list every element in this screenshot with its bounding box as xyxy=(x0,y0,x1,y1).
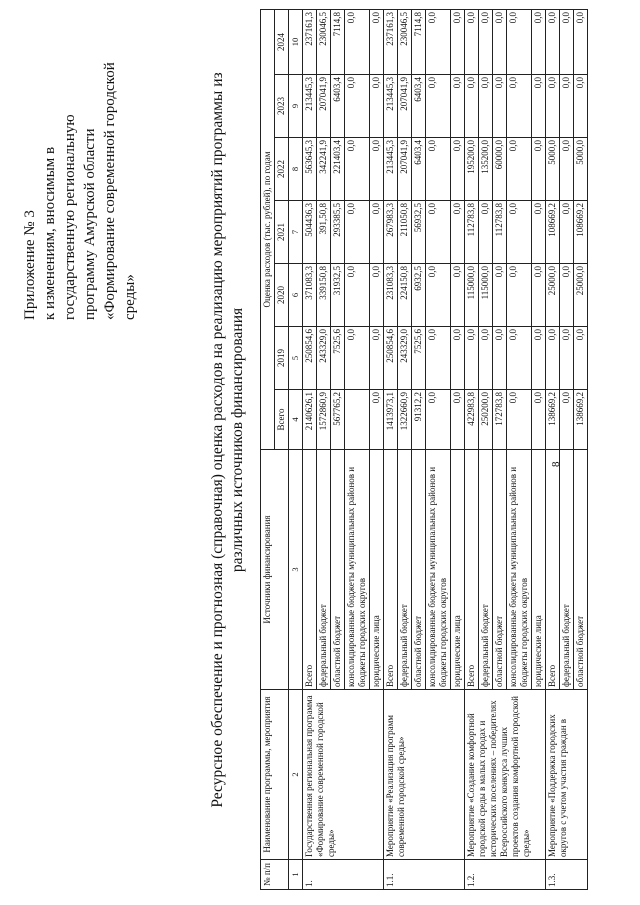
rotated-page xyxy=(20,5,620,895)
value-year: 237161,3 xyxy=(384,10,398,75)
value-year: 0,0 xyxy=(532,10,546,75)
value-year: 250854,6 xyxy=(303,327,317,390)
appendix-line: к изменениям, вносимым в xyxy=(42,146,58,320)
row-number: 1.1. xyxy=(384,860,465,890)
funding-source: консолидированные бюджеты муниципальных районов и бюджеты городских округов xyxy=(426,450,451,690)
value-year: 5000,0 xyxy=(546,138,560,201)
value-year: 237161,3 xyxy=(303,10,317,75)
value-year: 195200,0 xyxy=(465,138,479,201)
value-year: 7525,6 xyxy=(412,327,426,390)
funding-source: федеральный бюджет xyxy=(398,450,412,690)
row-number: 1.2. xyxy=(465,860,546,890)
column-index: 2 xyxy=(289,690,303,860)
value-year: 0,0 xyxy=(532,264,546,327)
column-index: 5 xyxy=(289,327,303,390)
value-total: 1572860,9 xyxy=(317,390,331,450)
header-year: 2021 xyxy=(275,201,289,264)
value-year: 0,0 xyxy=(426,327,451,390)
header-estimate: Оценка расходов (тыс. рублей), по годам xyxy=(261,10,275,450)
column-index: 6 xyxy=(289,264,303,327)
program-name: Мероприятие «Создание комфортной городской среды в малых городах и исторических поселениях – победителях Всероссийского конкурса лучших проектов создания комфортной городской среды» xyxy=(465,690,546,860)
value-year: 0,0 xyxy=(345,75,370,138)
value-year: 213445,3 xyxy=(303,75,317,138)
funding-source: консолидированные бюджеты муниципальных районов и бюджеты городских округов xyxy=(345,450,370,690)
value-year: 0,0 xyxy=(370,264,384,327)
value-total: 0,0 xyxy=(560,390,574,450)
value-year: 0,0 xyxy=(532,201,546,264)
value-year: 267983,3 xyxy=(384,201,398,264)
value-year: 0,0 xyxy=(451,10,465,75)
value-year: 0,0 xyxy=(546,327,560,390)
value-year: 0,0 xyxy=(451,201,465,264)
value-year: 0,0 xyxy=(479,10,493,75)
value-year: 230046,5 xyxy=(398,10,412,75)
value-total: 138669,2 xyxy=(574,390,588,450)
value-year: 0,0 xyxy=(507,327,532,390)
funding-source: областной бюджет xyxy=(412,450,426,690)
header-year: 2024 xyxy=(275,10,289,75)
value-year: 0,0 xyxy=(532,327,546,390)
value-year: 342241,9 xyxy=(317,138,331,201)
funding-source: областной бюджет xyxy=(331,450,345,690)
value-year: 115000,0 xyxy=(465,264,479,327)
value-year: 0,0 xyxy=(465,327,479,390)
value-year: 0,0 xyxy=(546,10,560,75)
value-year: 0,0 xyxy=(507,10,532,75)
value-year: 221403,4 xyxy=(331,138,345,201)
column-index: 10 xyxy=(289,10,303,75)
value-total: 91312,2 xyxy=(412,390,426,450)
funding-source: юридические лица xyxy=(370,450,384,690)
value-year: 0,0 xyxy=(345,10,370,75)
value-year: 0,0 xyxy=(465,75,479,138)
value-year: 135200,0 xyxy=(479,138,493,201)
value-total: 567765,2 xyxy=(331,390,345,450)
value-total: 2140626,1 xyxy=(303,390,317,450)
value-total xyxy=(345,390,370,450)
value-year: 207041,9 xyxy=(398,138,412,201)
value-year: 224150,8 xyxy=(398,264,412,327)
value-year: 0,0 xyxy=(479,327,493,390)
appendix-line: Приложение № 3 xyxy=(22,210,38,320)
header-year: 2020 xyxy=(275,264,289,327)
funding-source: федеральный бюджет xyxy=(317,450,331,690)
value-year: 0,0 xyxy=(560,264,574,327)
value-total: 0,0 xyxy=(532,390,546,450)
funding-source: консолидированные бюджеты муниципальных районов и бюджеты городских округов xyxy=(507,450,532,690)
column-index-row xyxy=(289,10,303,890)
value-year: 211050,8 xyxy=(398,201,412,264)
value-total: 250200,0 xyxy=(479,390,493,450)
table-row xyxy=(546,10,560,890)
value-year: 6403,4 xyxy=(412,75,426,138)
value-year: 243329,0 xyxy=(398,327,412,390)
appendix-line: программу Амурской области xyxy=(82,128,98,320)
value-year: 293385,5 xyxy=(331,201,345,264)
value-year: 0,0 xyxy=(426,10,451,75)
value-year: 0,0 xyxy=(370,201,384,264)
program-name: Мероприятие «Поддержка городских округов с учетом участия граждан в xyxy=(546,690,588,860)
column-index: 3 xyxy=(289,450,303,690)
value-year: 7114,8 xyxy=(331,10,345,75)
value-year: 0,0 xyxy=(574,75,588,138)
value-year: 0,0 xyxy=(560,138,574,201)
value-year: 391,50,8 xyxy=(317,201,331,264)
value-year: 0,0 xyxy=(560,327,574,390)
column-index: 8 xyxy=(289,138,303,201)
value-year: 60000,0 xyxy=(493,138,507,201)
column-index: 7 xyxy=(289,201,303,264)
page-number: 8 xyxy=(550,461,562,467)
title-line: Ресурсное обеспечение и прогнозная (справочная) оценка расходов на реализацию мероприятий программы из xyxy=(209,72,226,808)
value-year: 0,0 xyxy=(532,75,546,138)
row-number: 1. xyxy=(303,860,384,890)
value-year: 108669,2 xyxy=(546,201,560,264)
funding-source: Всего xyxy=(465,450,479,690)
value-year: 6932,5 xyxy=(412,264,426,327)
value-year: 0,0 xyxy=(560,75,574,138)
value-year: 56932,5 xyxy=(412,201,426,264)
value-year: 7114,8 xyxy=(412,10,426,75)
header-total: Всего xyxy=(275,390,289,450)
value-year: 207041,9 xyxy=(317,75,331,138)
value-year: 0,0 xyxy=(451,327,465,390)
value-year: 250854,6 xyxy=(384,327,398,390)
funding-source: Всего xyxy=(384,450,398,690)
funding-source: юридические лица xyxy=(451,450,465,690)
value-year: 0,0 xyxy=(345,327,370,390)
header-name: Наименование программы, мероприятия xyxy=(261,690,289,860)
value-year: 0,0 xyxy=(345,201,370,264)
value-year: 339150,8 xyxy=(317,264,331,327)
value-year: 0,0 xyxy=(493,327,507,390)
table-row xyxy=(465,10,479,890)
value-total: 0,0 xyxy=(370,390,384,450)
value-year: 0,0 xyxy=(532,138,546,201)
budget-table xyxy=(260,9,588,890)
header-year: 2019 xyxy=(275,327,289,390)
document-title xyxy=(208,55,248,825)
value-year: 231083,3 xyxy=(384,264,398,327)
value-total: 138669,2 xyxy=(546,390,560,450)
header-num: № п/п xyxy=(261,860,289,890)
funding-source: юридические лица xyxy=(532,450,546,690)
table-row xyxy=(384,10,398,890)
column-index: 1 xyxy=(289,860,303,890)
header-year: 2022 xyxy=(275,138,289,201)
table-body xyxy=(303,10,588,890)
funding-source: Всего xyxy=(546,450,560,690)
appendix-line: среды» xyxy=(122,274,138,320)
value-year: 112783,8 xyxy=(493,201,507,264)
value-year: 7525,6 xyxy=(331,327,345,390)
value-year: 371083,3 xyxy=(303,264,317,327)
value-year: 0,0 xyxy=(451,264,465,327)
value-year: 213445,3 xyxy=(384,75,398,138)
value-year: 0,0 xyxy=(426,201,451,264)
value-year: 0,0 xyxy=(493,10,507,75)
value-total: 1322660,9 xyxy=(398,390,412,450)
header-year: 2023 xyxy=(275,75,289,138)
value-year: 0,0 xyxy=(370,75,384,138)
row-number: 1.3. xyxy=(546,860,588,890)
value-year: 108669,2 xyxy=(574,201,588,264)
value-year: 0,0 xyxy=(493,75,507,138)
value-year: 0,0 xyxy=(345,264,370,327)
value-year: 0,0 xyxy=(507,75,532,138)
value-year: 207041,9 xyxy=(398,75,412,138)
value-year: 115000,0 xyxy=(479,264,493,327)
value-year: 0,0 xyxy=(345,138,370,201)
value-total: 0,0 xyxy=(451,390,465,450)
value-year: 6403,4 xyxy=(412,138,426,201)
value-year: 0,0 xyxy=(426,75,451,138)
column-index: 9 xyxy=(289,75,303,138)
value-year: 31932,5 xyxy=(331,264,345,327)
appendix-line: государственную региональную xyxy=(62,114,78,320)
value-year: 0,0 xyxy=(451,138,465,201)
value-year: 0,0 xyxy=(546,75,560,138)
value-year: 0,0 xyxy=(574,10,588,75)
value-year: 0,0 xyxy=(560,10,574,75)
value-year: 5000,0 xyxy=(574,138,588,201)
value-year: 0,0 xyxy=(426,264,451,327)
value-year: 0,0 xyxy=(479,201,493,264)
value-year: 0,0 xyxy=(370,10,384,75)
value-total: 172783,8 xyxy=(493,390,507,450)
value-year: 0,0 xyxy=(426,138,451,201)
value-year: 0,0 xyxy=(574,327,588,390)
value-year: 0,0 xyxy=(507,201,532,264)
value-year: 563645,3 xyxy=(303,138,317,201)
value-year: 0,0 xyxy=(507,138,532,201)
funding-source: областной бюджет xyxy=(493,450,507,690)
value-year: 213445,3 xyxy=(384,138,398,201)
value-total: 422983,8 xyxy=(465,390,479,450)
appendix-note xyxy=(20,10,140,320)
value-year: 0,0 xyxy=(493,264,507,327)
value-year: 0,0 xyxy=(465,10,479,75)
value-year: 0,0 xyxy=(370,138,384,201)
value-year: 243329,0 xyxy=(317,327,331,390)
value-year: 25000,0 xyxy=(574,264,588,327)
value-year: 0,0 xyxy=(451,75,465,138)
funding-source: федеральный бюджет xyxy=(560,450,574,690)
value-year: 230046,5 xyxy=(317,10,331,75)
funding-source: Всего xyxy=(303,450,317,690)
value-year: 0,0 xyxy=(479,75,493,138)
value-year: 25000,0 xyxy=(546,264,560,327)
column-index: 4 xyxy=(289,390,303,450)
program-name: Мероприятие «Реализация программ современной городской среды» xyxy=(384,690,465,860)
funding-source: федеральный бюджет xyxy=(479,450,493,690)
value-total: 1413973,1 xyxy=(384,390,398,450)
funding-source: областной бюджет xyxy=(574,450,588,690)
value-year: 504436,3 xyxy=(303,201,317,264)
appendix-line: «Формирование современной городской xyxy=(102,62,118,320)
value-total: 0,0 xyxy=(507,390,532,450)
value-year: 0,0 xyxy=(560,201,574,264)
value-year: 112783,8 xyxy=(465,201,479,264)
value-year: 0,0 xyxy=(507,264,532,327)
value-total: 0,0 xyxy=(426,390,451,450)
value-year: 0,0 xyxy=(370,327,384,390)
value-year: 6403,4 xyxy=(331,75,345,138)
header-source: Источники финансирования xyxy=(261,450,289,690)
title-line: различных источников финансирования xyxy=(229,307,246,573)
program-name: Государственная региональная программа «Формирование современной городской среды» xyxy=(303,690,384,860)
table-row xyxy=(303,10,317,890)
